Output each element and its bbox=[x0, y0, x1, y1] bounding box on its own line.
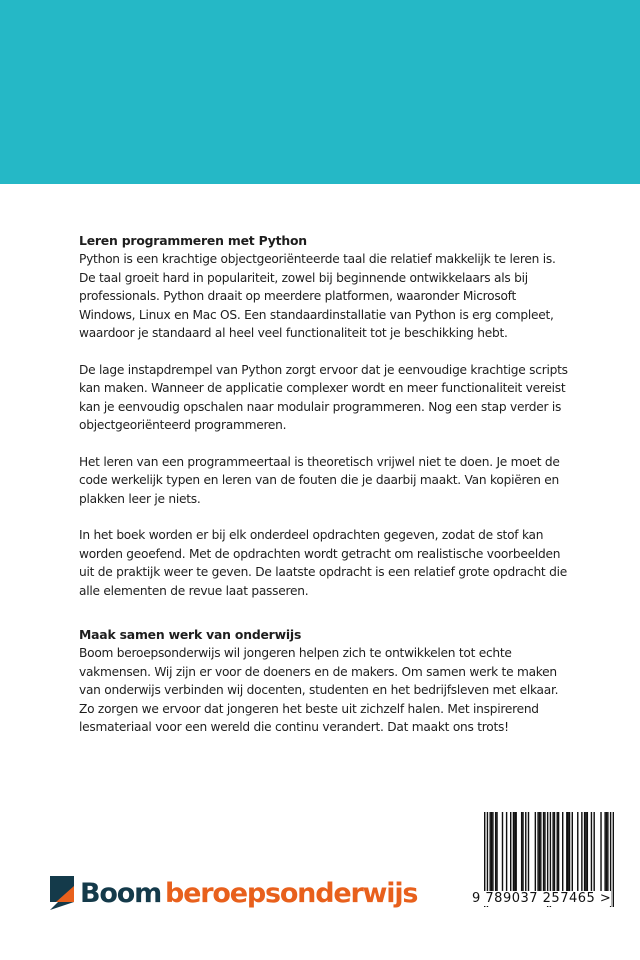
paragraph-1: Python is een krachtige objectgeoriënteerde taal die relatief makkelijk te leren is. De taal groeit hard in populariteit, zowel bij beginnende ontwikkelaars als bij professionals. Python draait op meerdere platformen, waaronder Microsoft Windows, Linux en Mac OS. Een standaardinstallatie van Python is erg compleet, waardoor je standaard al heel veel functionaliteit tot je beschikking hebt. bbox=[79, 252, 556, 341]
paragraph-2: De lage instapdrempel van Python zorgt ervoor dat je eenvoudige krachtige scripts kan maken. Wanneer de applicatie complexer wordt en meer functionaliteit vereist kan je eenvoudig opschalen naar modulair programmeren. Nog een stap verder is objectgeoriënteerd programmeren. bbox=[79, 362, 568, 433]
logo-text-boom: Boom bbox=[80, 877, 162, 909]
barcode-digits bbox=[472, 891, 611, 906]
barcode-bar bbox=[558, 812, 559, 892]
barcode-bar bbox=[521, 812, 522, 892]
barcode-bar bbox=[502, 812, 503, 892]
barcode-bar bbox=[600, 812, 601, 892]
barcode-bar bbox=[567, 812, 568, 892]
barcode-bar bbox=[593, 812, 594, 892]
barcode-bar bbox=[506, 812, 507, 892]
barcode-bar bbox=[492, 812, 493, 892]
barcode-bar bbox=[514, 812, 515, 892]
section-python bbox=[79, 232, 569, 618]
barcode-bar bbox=[613, 812, 614, 907]
barcode-bar bbox=[569, 812, 570, 892]
barcode-bar bbox=[591, 812, 592, 892]
section-title-python: Leren programmeren met Python bbox=[79, 233, 307, 248]
barcode-bar bbox=[562, 812, 563, 892]
barcode-bar bbox=[587, 812, 588, 892]
barcode-bar bbox=[495, 812, 496, 892]
barcode-bar bbox=[540, 812, 541, 892]
barcode-bar bbox=[572, 812, 573, 892]
barcode-bar bbox=[528, 812, 529, 892]
section-title-onderwijs: Maak samen werk van onderwijs bbox=[79, 627, 302, 642]
barcode-bar bbox=[584, 812, 585, 892]
section-onderwijs bbox=[79, 626, 569, 736]
barcode-bar bbox=[543, 812, 544, 892]
barcode-bar bbox=[544, 812, 545, 892]
barcode-bar bbox=[585, 812, 586, 892]
barcode-bar bbox=[539, 812, 540, 892]
barcode-bar bbox=[604, 812, 605, 892]
barcode-bar bbox=[535, 812, 536, 892]
barcode-bar bbox=[496, 812, 497, 892]
paragraph-4: In het boek worden er bij elk onderdeel opdrachten gegeven, zodat de stof kan worden geoefend. Met de opdrachten wordt getracht om realistische voorbeelden uit de praktijk weer te geven. De laatste opdracht is een relatief grote opdracht die alle elementen de revue laat passeren. bbox=[79, 528, 567, 598]
barcode-bar bbox=[577, 812, 578, 892]
paragraph-onderwijs: Boom beroepsonderwijs wil jongeren helpen zich te ontwikkelen tot echte vakmensen. Wij zijn er voor de doeners en de makers. Om samen werk te maken van onderwijs verbinden wij docenten, studenten en het bedrijfsleven met elkaar. Zo zorgen we ervoor dat jongeren het beste uit zichzelf halen. Met inspirerend lesmateriaal voor een wereld die continu verandert. Dat maakt ons trots! bbox=[79, 646, 559, 735]
barcode-bar bbox=[515, 812, 516, 892]
barcode-bar bbox=[552, 812, 553, 892]
logo-text-beroepsonderwijs: beroepsonderwijs bbox=[165, 877, 418, 909]
barcode-bar bbox=[554, 812, 555, 892]
barcode-bar bbox=[607, 812, 608, 892]
cover-top-band bbox=[0, 0, 640, 184]
publisher-logo bbox=[50, 876, 417, 910]
barcode-number: 9 789037 257465 > bbox=[472, 891, 612, 906]
barcode-bar bbox=[606, 812, 607, 892]
barcode-bar bbox=[537, 812, 538, 892]
barcode-bar bbox=[510, 812, 511, 892]
barcode-bar bbox=[522, 812, 523, 892]
barcode-bar bbox=[513, 812, 514, 892]
barcode-bar bbox=[525, 812, 526, 892]
paragraph-3: Het leren van een programmeertaal is theoretisch vrijwel niet te doen. Je moet de code werkelijk typen en leren van de fouten die je daarbij maakt. Van kopiëren en plakken leer je niets. bbox=[79, 454, 560, 506]
barcode-bar bbox=[489, 812, 490, 892]
barcode-bar bbox=[557, 812, 558, 892]
barcode-bar bbox=[491, 812, 492, 892]
barcode-bar bbox=[566, 812, 567, 892]
barcode-bar bbox=[581, 812, 582, 892]
logo-mark-icon bbox=[50, 876, 74, 910]
